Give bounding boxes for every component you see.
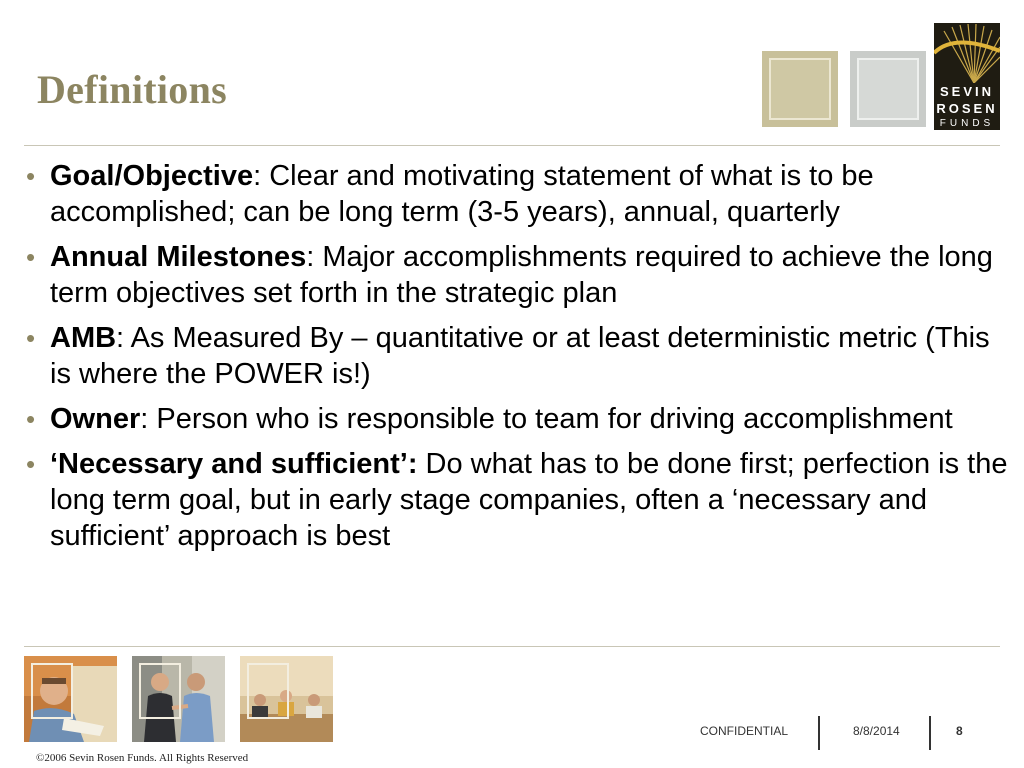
term: ‘Necessary and sufficient’: <box>50 448 418 480</box>
separator: : <box>116 322 125 354</box>
bullet-necessary-sufficient <box>20 446 1010 554</box>
footer-divider <box>929 716 931 750</box>
definitions-list <box>20 158 1010 563</box>
bullet-icon: • <box>26 242 36 272</box>
definition: Major accomplishments required to achieve the long term objectives set forth in the strategic plan <box>50 241 993 309</box>
term: AMB <box>50 322 117 354</box>
bullet-icon: • <box>26 404 36 434</box>
separator: : <box>306 241 315 273</box>
top-divider <box>24 145 1000 146</box>
term: Annual Milestones <box>50 241 307 273</box>
logo-text-funds: FUNDS <box>939 118 995 129</box>
photo-meeting-table <box>240 656 333 742</box>
copyright-notice: ©2006 Sevin Rosen Funds. All Rights Reserved <box>36 752 249 764</box>
separator: : <box>253 160 262 192</box>
definition: As Measured By – quantitative or at least deterministic metric (This is where the POWER is!) <box>50 322 990 390</box>
logo-text-sevin: SEVIN <box>939 84 994 99</box>
page-number: 8 <box>956 724 963 738</box>
slide-title: Definitions <box>37 67 227 112</box>
sevin-rosen-logo <box>934 23 1000 130</box>
separator: : <box>140 403 149 435</box>
bullet-icon: • <box>26 449 36 479</box>
definition: Do what has to be done first; perfection is the long term goal, but in early stage companies, often a ‘necessary and sufficient’ approach is best <box>50 448 1008 552</box>
bottom-divider <box>24 646 1000 647</box>
footer-divider <box>818 716 820 750</box>
term: Owner <box>50 403 141 435</box>
sunburst-icon <box>934 23 1000 83</box>
bullet-amb <box>20 320 1010 392</box>
logo-text-rosen: ROSEN <box>936 101 998 116</box>
photo-two-men-talking <box>132 656 225 742</box>
bullet-icon: • <box>26 323 36 353</box>
confidential-label: CONFIDENTIAL <box>700 724 789 738</box>
bullet-annual-milestones <box>20 239 1010 311</box>
decorative-tan-square <box>762 51 838 127</box>
definition: Person who is responsible to team for driving accomplishment <box>148 403 953 435</box>
decorative-gray-square <box>850 51 926 127</box>
bullet-goal-objective <box>20 158 1010 230</box>
footer-date: 8/8/2014 <box>853 724 900 738</box>
bullet-owner <box>20 401 1010 437</box>
definition: Clear and motivating statement of what is to be accomplished; can be long term (3-5 years), annual, quarterly <box>50 160 874 228</box>
photo-man-writing <box>24 656 117 742</box>
term: Goal/Objective <box>50 160 254 192</box>
bullet-icon: • <box>26 161 36 191</box>
